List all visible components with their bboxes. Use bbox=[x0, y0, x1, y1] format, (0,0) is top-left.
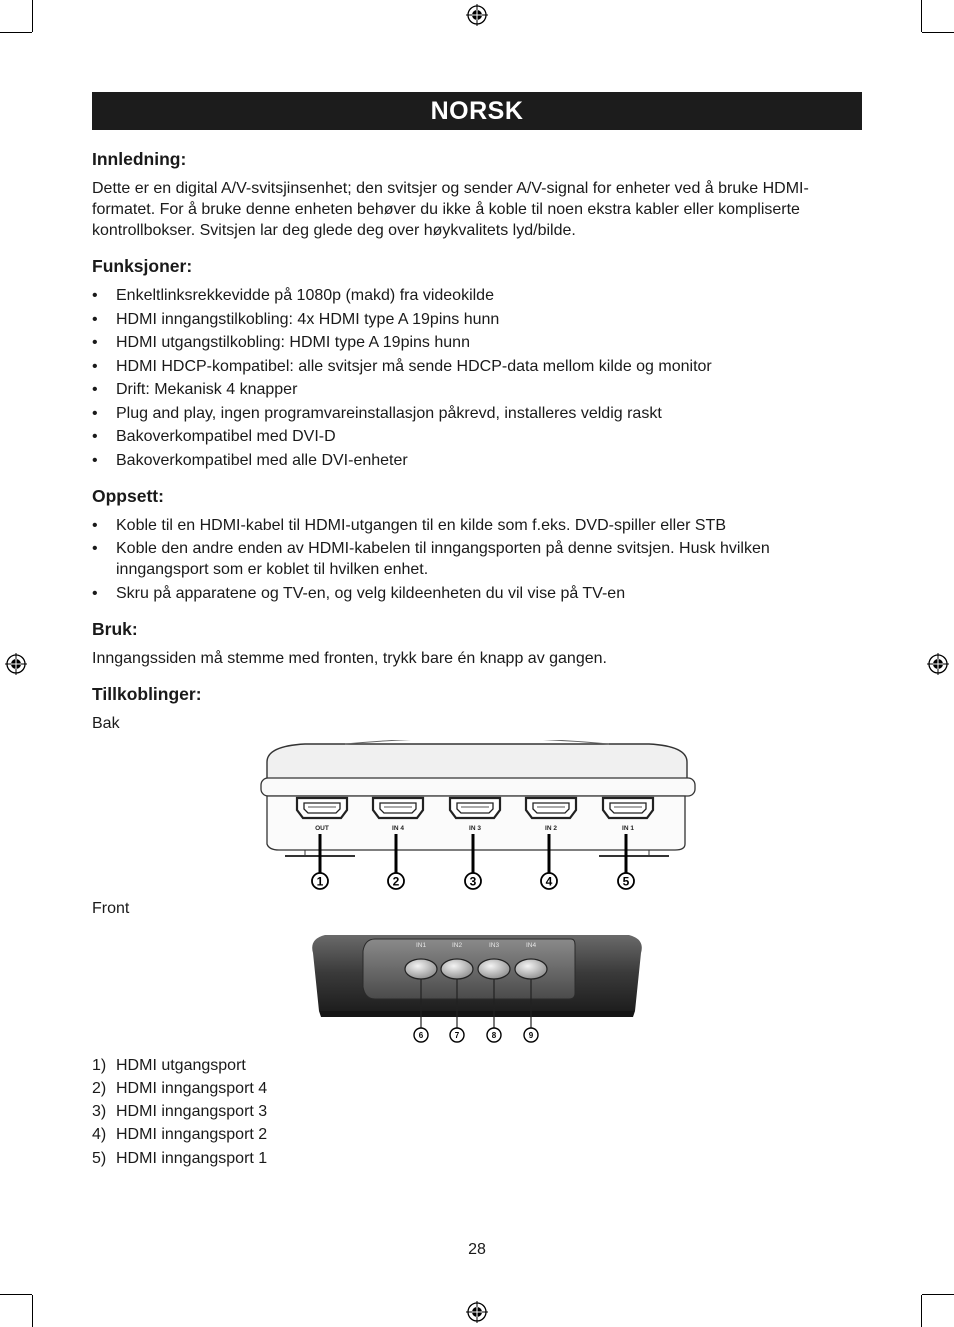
crop-mark bbox=[32, 0, 33, 32]
input-button bbox=[441, 959, 473, 979]
port-label: IN 3 bbox=[469, 824, 481, 832]
list-item: • Plug and play, ingen programvareinstallasjon påkrevd, installeres veldig raskt bbox=[92, 403, 862, 424]
section-title: Innledning: bbox=[92, 149, 187, 169]
list-item: • Koble til en HDMI-kabel til HDMI-utgangen til en kilde som f.eks. DVD-spiller eller STB bbox=[92, 515, 862, 536]
crop-mark bbox=[0, 32, 32, 33]
port-label: OUT bbox=[315, 824, 329, 832]
list-item: • HDMI utgangstilkobling: HDMI type A 19pins hunn bbox=[92, 332, 862, 353]
crop-mark bbox=[921, 0, 922, 32]
list-number: 2) bbox=[92, 1079, 107, 1097]
crop-mark bbox=[922, 32, 954, 33]
list-item: • HDMI inngangstilkobling: 4x HDMI type A 19pins hunn bbox=[92, 309, 862, 330]
list-item: • HDMI HDCP-kompatibel: alle svitsjer må sende HDCP-data mellom kilde og monitor bbox=[92, 356, 862, 377]
list-item: • Drift: Mekanisk 4 knapper bbox=[92, 379, 862, 400]
setup-list bbox=[92, 515, 862, 604]
list-item bbox=[92, 1124, 862, 1145]
crop-mark bbox=[32, 1295, 33, 1327]
rear-panel-diagram bbox=[255, 740, 699, 892]
registration-mark-icon bbox=[466, 4, 488, 26]
usage-paragraph: Inngangssiden må stemme med fronten, trykk bare én knapp av gangen. bbox=[92, 649, 607, 667]
callout-number: 3 bbox=[469, 874, 477, 888]
section-setup bbox=[92, 483, 862, 604]
front-panel-diagram bbox=[305, 925, 649, 1047]
list-item: • Bakoverkompatibel med DVI-D bbox=[92, 426, 862, 447]
crop-mark bbox=[921, 1295, 922, 1327]
page-number: 28 bbox=[468, 1241, 486, 1258]
port-label: IN 1 bbox=[622, 824, 634, 832]
registration-mark-icon bbox=[927, 653, 949, 675]
section-usage bbox=[92, 616, 862, 669]
page-content bbox=[92, 146, 862, 1171]
input-button bbox=[405, 959, 437, 979]
button-label: IN4 bbox=[525, 941, 537, 949]
section-title: Bruk: bbox=[92, 618, 138, 639]
list-number: 4) bbox=[92, 1126, 107, 1144]
list-item bbox=[92, 1101, 862, 1122]
callout-number: 8 bbox=[491, 1030, 497, 1040]
rear-label: Bak bbox=[92, 714, 120, 732]
crop-mark bbox=[922, 1294, 954, 1295]
port-label: IN 4 bbox=[392, 824, 404, 832]
list-item: • Enkeltlinksrekkevidde på 1080p (makd) fra videokilde bbox=[92, 285, 862, 306]
callout-marker bbox=[450, 1028, 464, 1042]
list-number: 3) bbox=[92, 1103, 107, 1121]
list-text: HDMI inngangsport 4 bbox=[116, 1079, 268, 1097]
button-label: IN3 bbox=[488, 941, 500, 949]
callout-number: 9 bbox=[528, 1030, 534, 1040]
section-intro bbox=[92, 146, 862, 241]
callout-marker bbox=[414, 1028, 428, 1042]
button-label: IN2 bbox=[451, 941, 463, 949]
section-features bbox=[92, 253, 862, 471]
connections-list bbox=[92, 1055, 862, 1169]
list-text: HDMI utgangsport bbox=[116, 1056, 246, 1074]
callout-marker bbox=[487, 1028, 501, 1042]
front-label: Front bbox=[92, 899, 130, 917]
callout-number: 4 bbox=[545, 874, 553, 888]
list-item bbox=[92, 1078, 862, 1099]
features-list bbox=[92, 285, 862, 471]
callout-number: 2 bbox=[392, 874, 400, 888]
input-button bbox=[478, 959, 510, 979]
callout-number: 6 bbox=[418, 1030, 424, 1040]
list-item bbox=[92, 1055, 862, 1076]
crop-mark bbox=[0, 1294, 32, 1295]
section-title: Oppsett: bbox=[92, 485, 164, 506]
port-label: IN 2 bbox=[545, 824, 557, 832]
callout-marker bbox=[618, 873, 634, 889]
section-title: Funksjoner: bbox=[92, 256, 193, 276]
list-number: 5) bbox=[92, 1149, 107, 1167]
button-label: IN1 bbox=[415, 941, 427, 949]
callout-marker bbox=[524, 1028, 538, 1042]
list-item: • Skru på apparatene og TV-en, og velg kildeenheten du vil vise på TV-en bbox=[92, 583, 862, 604]
intro-paragraph: Dette er en digital A/V-svitsjinsenhet; den svitsjer og sender A/V-signal for enheter ved å bruke HDMI-formatet. For å bruke denne enheten behøver du ikke å koble til noen ekstra kabler eller kompliserte kontrollbokser. Svitsjen lar deg glede deg over høykvalitets lyd/bilde. bbox=[92, 180, 809, 239]
callout-marker bbox=[465, 873, 481, 889]
list-number: 1) bbox=[92, 1056, 107, 1074]
callout-marker bbox=[388, 873, 404, 889]
list-text: HDMI inngangsport 2 bbox=[116, 1126, 268, 1144]
list-item bbox=[92, 1148, 862, 1169]
callout-marker bbox=[312, 873, 328, 889]
callout-marker bbox=[541, 873, 557, 889]
list-text: HDMI inngangsport 1 bbox=[116, 1149, 268, 1167]
list-item: • Bakoverkompatibel med alle DVI-enheter bbox=[92, 450, 862, 471]
section-connections bbox=[92, 681, 862, 1169]
callout-number: 5 bbox=[622, 874, 630, 888]
registration-mark-icon bbox=[5, 653, 27, 675]
callout-number: 7 bbox=[454, 1030, 460, 1040]
list-item: • Koble den andre enden av HDMI-kabelen til inngangsporten på denne svitsjen. Husk hvilken inngangsport som er koblet til hvilken enhet. bbox=[92, 538, 862, 580]
registration-mark-icon bbox=[466, 1301, 488, 1323]
list-text: HDMI inngangsport 3 bbox=[116, 1103, 268, 1121]
language-header: NORSK bbox=[92, 92, 862, 130]
callout-number: 1 bbox=[316, 874, 324, 888]
section-title: Tillkoblinger: bbox=[92, 683, 202, 704]
input-button bbox=[515, 959, 547, 979]
